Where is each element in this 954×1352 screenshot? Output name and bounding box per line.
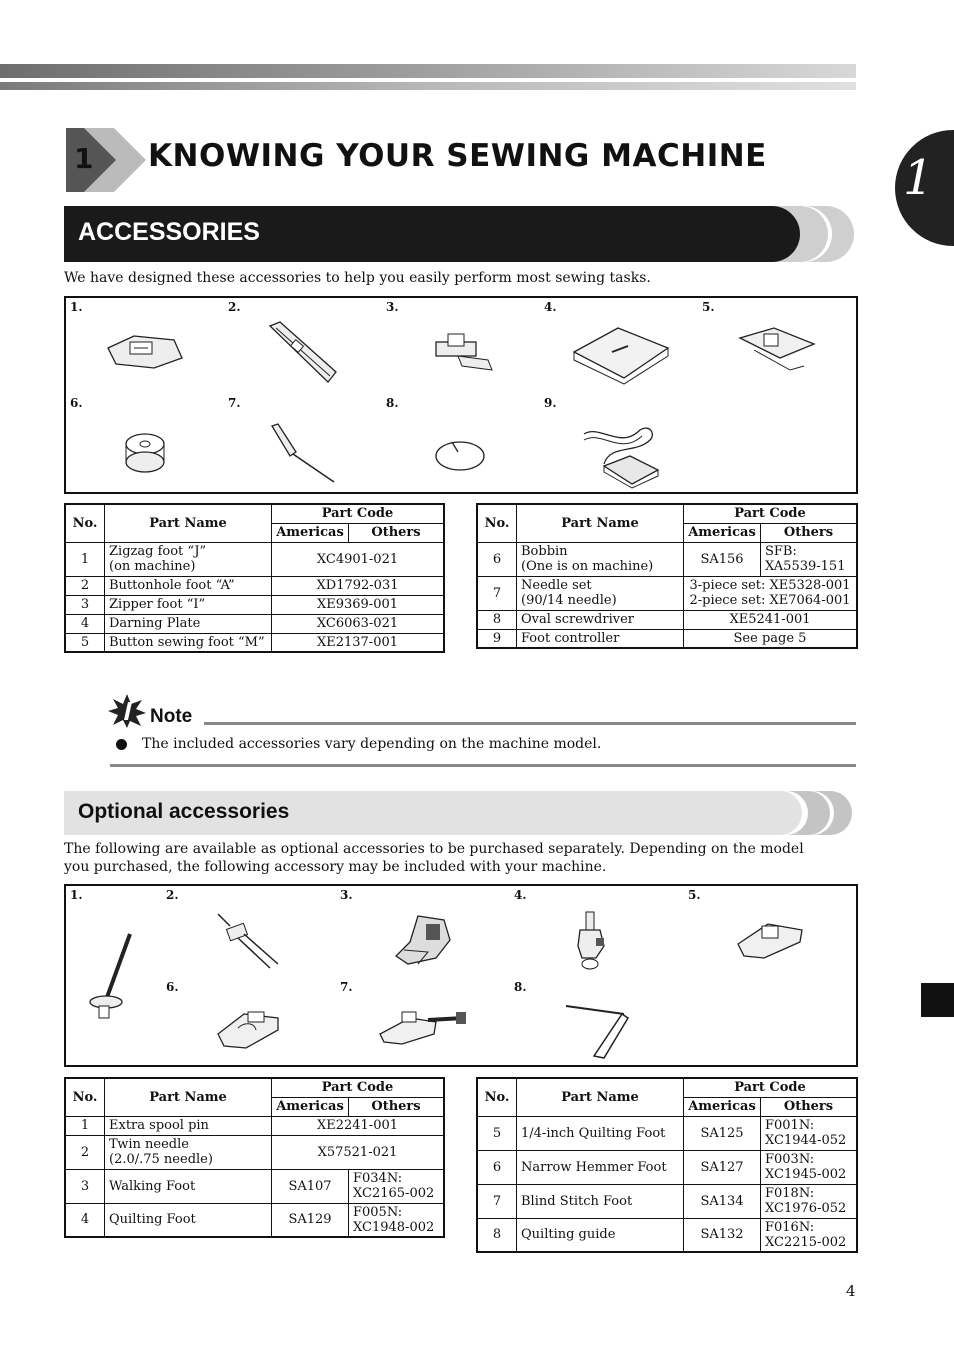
accessories-illustration-box [64, 296, 858, 494]
chapter-tab-number: 1 [903, 150, 934, 206]
table-row: 6 Bobbin (One is on machine) SA156 SFB: XA5539-151 [477, 542, 857, 576]
accessories-table-right: No. Part Name Part Code Americas Others 6 Bobbin (One is on machine) SA156 SFB: XA5539-151 7 Needle set (90/14 needle) 3-piece set: XE5328-001 2-piece set: XE7064-001 8 Oval screwdriver XE5241-001 9 Foot controller See page 5 [476, 503, 858, 649]
figure-label: 7. [228, 396, 241, 410]
subsection-title: Optional accessories [78, 800, 290, 823]
table-row: 2 Buttonhole foot “A” XD1792-031 [65, 576, 444, 595]
figure-label: 2. [228, 300, 241, 314]
walking-foot-icon [388, 912, 458, 972]
table-row: 6 Narrow Hemmer Foot SA127 F003N: XC1945-002 [477, 1150, 857, 1184]
figure-label: 3. [386, 300, 399, 314]
col-americas: Americas [272, 523, 349, 542]
buttonhole-foot-icon [262, 320, 342, 388]
spool-pin-icon [86, 930, 142, 1024]
optional-table-right: No. Part Name Part Code Americas Others 5 1/4-inch Quilting Foot SA125 F001N: XC1944-052 6 Narrow Hemmer Foot SA127 F003N: XC1945-002 7 Blind Stitch Foot SA134 F018N: XC1976-052 8 Quilting guide SA132 F016N: XC2215-002 [476, 1077, 858, 1253]
foot-controller-icon [580, 420, 662, 490]
table-row: 3 Zipper foot “I” XE9369-001 [65, 595, 444, 614]
figure-label: 5. [688, 888, 701, 902]
narrow-hemmer-foot-icon [214, 1004, 284, 1052]
bobbin-icon [120, 430, 170, 476]
figure-label: 9. [544, 396, 557, 410]
col-no: No. [65, 504, 105, 542]
figure-label: 1. [70, 300, 83, 314]
table-row: 2 Twin needle (2.0/.75 needle) X57521-021 [65, 1135, 444, 1169]
needle-set-icon [266, 422, 338, 486]
figure-label: 4. [544, 300, 557, 314]
chapter-tab [895, 130, 954, 246]
section-title: ACCESSORIES [78, 218, 260, 246]
table-row: 7 Needle set (90/14 needle) 3-piece set: XE5328-001 2-piece set: XE7064-001 [477, 576, 857, 610]
quilting-foot-icon [574, 910, 614, 974]
note-rule-top [204, 722, 856, 725]
quilting-guide-icon [564, 1000, 630, 1060]
table-row: 7 Blind Stitch Foot SA134 F018N: XC1976-052 [477, 1184, 857, 1218]
chapter-number: 1 [74, 142, 94, 175]
table-row: 5 1/4-inch Quilting Foot SA125 F001N: XC1944-052 [477, 1116, 857, 1150]
button-sewing-foot-icon [734, 324, 820, 382]
optional-illustration-box [64, 884, 858, 1067]
side-index-tab [921, 983, 954, 1017]
table-row: 8 Oval screwdriver XE5241-001 [477, 610, 857, 629]
quarter-inch-foot-icon [734, 916, 806, 962]
zigzag-foot-icon [104, 328, 184, 373]
table-row: 5 Button sewing foot “M” XE2137-001 [65, 633, 444, 652]
note-burst-icon [108, 694, 146, 728]
zipper-foot-icon [428, 330, 498, 378]
page-number: 4 [846, 1282, 856, 1300]
figure-label: 5. [702, 300, 715, 314]
table-row: 4 Darning Plate XC6063-021 [65, 614, 444, 633]
table-row: 8 Quilting guide SA132 F016N: XC2215-002 [477, 1218, 857, 1252]
col-others: Others [349, 523, 445, 542]
figure-label: 3. [340, 888, 353, 902]
table-row: 4 Quilting Foot SA129 F005N: XC1948-002 [65, 1203, 444, 1237]
subsection-intro: The following are available as optional accessories to be purchased separately. Depending on the model you purchased, the following accessory may be included with your machine. [64, 841, 804, 875]
chapter-title: KNOWING YOUR SEWING MACHINE [148, 138, 767, 174]
header-bar-thin [0, 82, 856, 90]
figure-label: 6. [166, 980, 179, 994]
table-row: 9 Foot controller See page 5 [477, 629, 857, 648]
bullet-icon [116, 739, 127, 750]
note-text: The included accessories vary depending on the machine model. [142, 736, 602, 752]
figure-label: 8. [514, 980, 527, 994]
col-part-name: Part Name [105, 504, 272, 542]
oval-screwdriver-icon [432, 436, 490, 474]
header-bar [0, 64, 856, 78]
figure-label: 1. [70, 888, 83, 902]
note-title: Note [150, 706, 193, 727]
twin-needle-icon [214, 910, 284, 970]
figure-label: 8. [386, 396, 399, 410]
table-row: 1 Zigzag foot “J” (on machine) XC4901-021 [65, 542, 444, 576]
accessories-table-left [64, 503, 445, 653]
darning-plate-icon [568, 322, 672, 386]
col-part-code: Part Code [272, 504, 445, 523]
figure-label: 4. [514, 888, 527, 902]
figure-label: 6. [70, 396, 83, 410]
table-row: 1 Extra spool pin XE2241-001 [65, 1116, 444, 1135]
blind-stitch-foot-icon [376, 1000, 470, 1048]
figure-label: 2. [166, 888, 179, 902]
section-intro: We have designed these accessories to help you easily perform most sewing tasks. [64, 270, 651, 286]
note-rule-bottom [110, 764, 856, 767]
table-row: 3 Walking Foot SA107 F034N: XC2165-002 [65, 1169, 444, 1203]
figure-label: 7. [340, 980, 353, 994]
optional-table-left: No. Part Name Part Code Americas Others 1 Extra spool pin XE2241-001 2 Twin needle (2.0/.75 needle) X57521-021 3 Walking Foot SA107 F034N: XC2165-002 4 Quilting Foot SA129 F005N: XC1948-002 [64, 1077, 445, 1238]
